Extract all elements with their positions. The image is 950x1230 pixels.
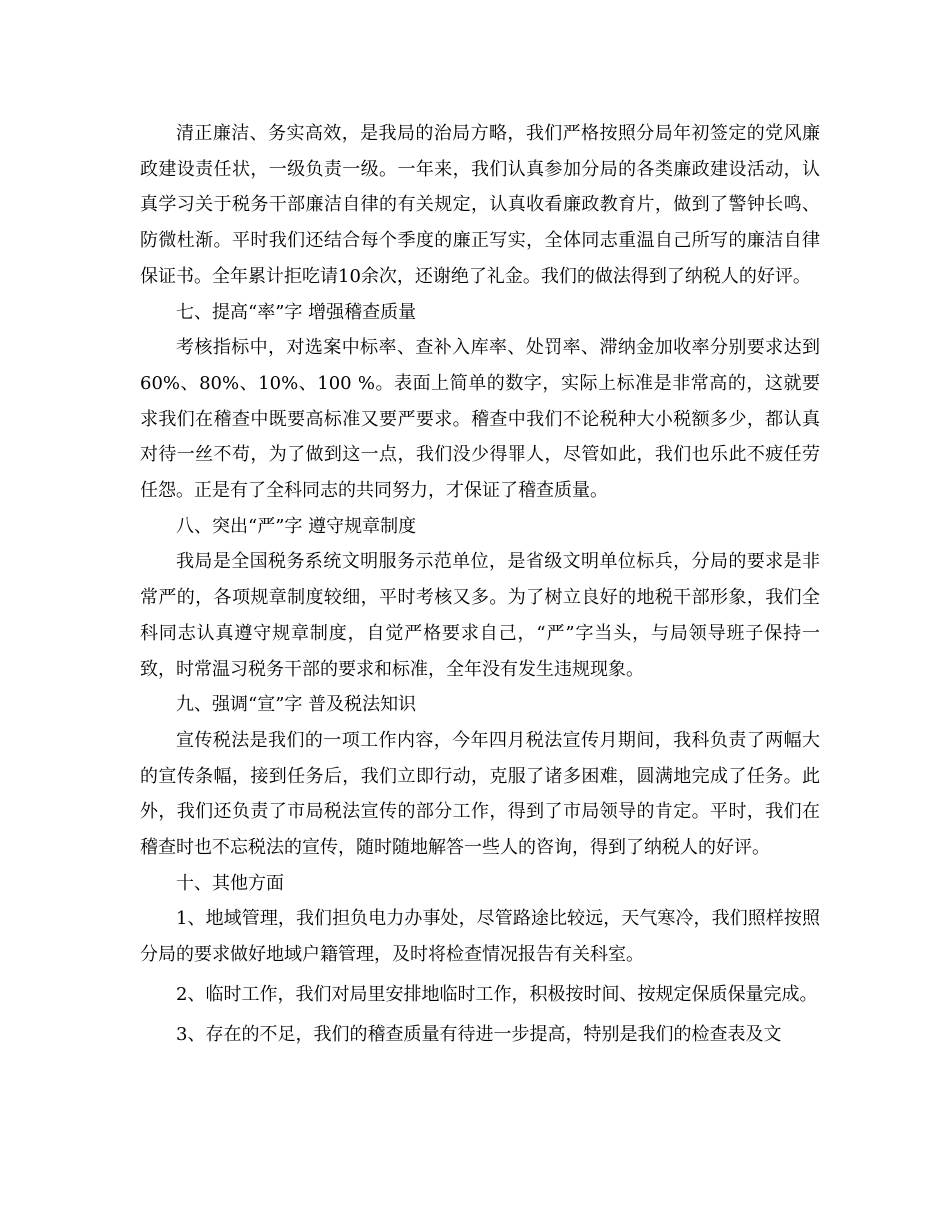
- paragraph-integrity: 清正廉洁、务实高效，是我局的治局方略，我们严格按照分局年初签定的党风廉政建设责任状，一级负责一级。一年来，我们认真参加分局的各类廉政建设活动，认真学习关于税务干部廉洁自律的有关规定，认真收看廉政教育片，做到了警钟长鸣、防微杜渐。平时我们还结合每个季度的廉正写实，全体同志重温自己所写的廉洁自律保证书。全年累计拒吃请10余次，还谢绝了礼金。我们的做法得到了纳税人的好评。: [140, 123, 820, 287]
- section-heading-8: 八、突出“严”字 遵守规章制度: [176, 515, 417, 537]
- list-item-1: 1、地域管理，我们担负电力办事处，尽管路途比较远，天气寒冷，我们照样按照分局的要求做好地域户籍管理，及时将检查情况报告有关科室。: [140, 908, 820, 966]
- section-heading-10: 十、其他方面: [176, 872, 284, 894]
- paragraph-section-7: 考核指标中，对选案中标率、查补入库率、处罚率、滞纳金加收率分别要求达到60%、80%、10%、100 %。表面上简单的数字，实际上标准是非常高的，这就要求我们在稽查中既要高标准又要严要求。稽查中我们不论税种大小税额多少，都认真对待一丝不苟，为了做到这一点，我们没少得罪人，尽管如此，我们也乐此不疲任劳任怨。正是有了全科同志的共同努力，才保证了稽查质量。: [140, 337, 820, 502]
- document-body: [140, 116, 820, 1056]
- section-heading-9: 九、强调“宣”字 普及税法知识: [176, 694, 417, 716]
- section-heading-7: 七、提高“率”字 增强稽查质量: [176, 301, 417, 323]
- paragraph-section-9: 宣传税法是我们的一项工作内容，今年四月税法宣传月期间，我科负责了两幅大的宣传条幅，接到任务后，我们立即行动，克服了诸多困难，圆满地完成了任务。此外，我们还负责了市局税法宣传的部分工作，得到了市局领导的肯定。平时，我们在稽查时也不忘税法的宣传，随时随地解答一些人的咨询，得到了纳税人的好评。: [140, 729, 820, 859]
- list-item-2: 2、临时工作，我们对局里安排地临时工作，积极按时间、按规定保质保量完成。: [176, 983, 818, 1005]
- paragraph-section-8: 我局是全国税务系统文明服务示范单位，是省级文明单位标兵，分局的要求是非常严的，各项规章制度较细，平时考核又多。为了树立良好的地税干部形象，我们全科同志认真遵守规章制度，自觉严格要求自己，“严”字当头，与局领导班子保持一致，时常温习税务干部的要求和标准，全年没有发生违规现象。: [140, 551, 820, 680]
- list-item-3: 3、存在的不足，我们的稽查质量有待进一步提高，特别是我们的检查表及文: [176, 1023, 782, 1045]
